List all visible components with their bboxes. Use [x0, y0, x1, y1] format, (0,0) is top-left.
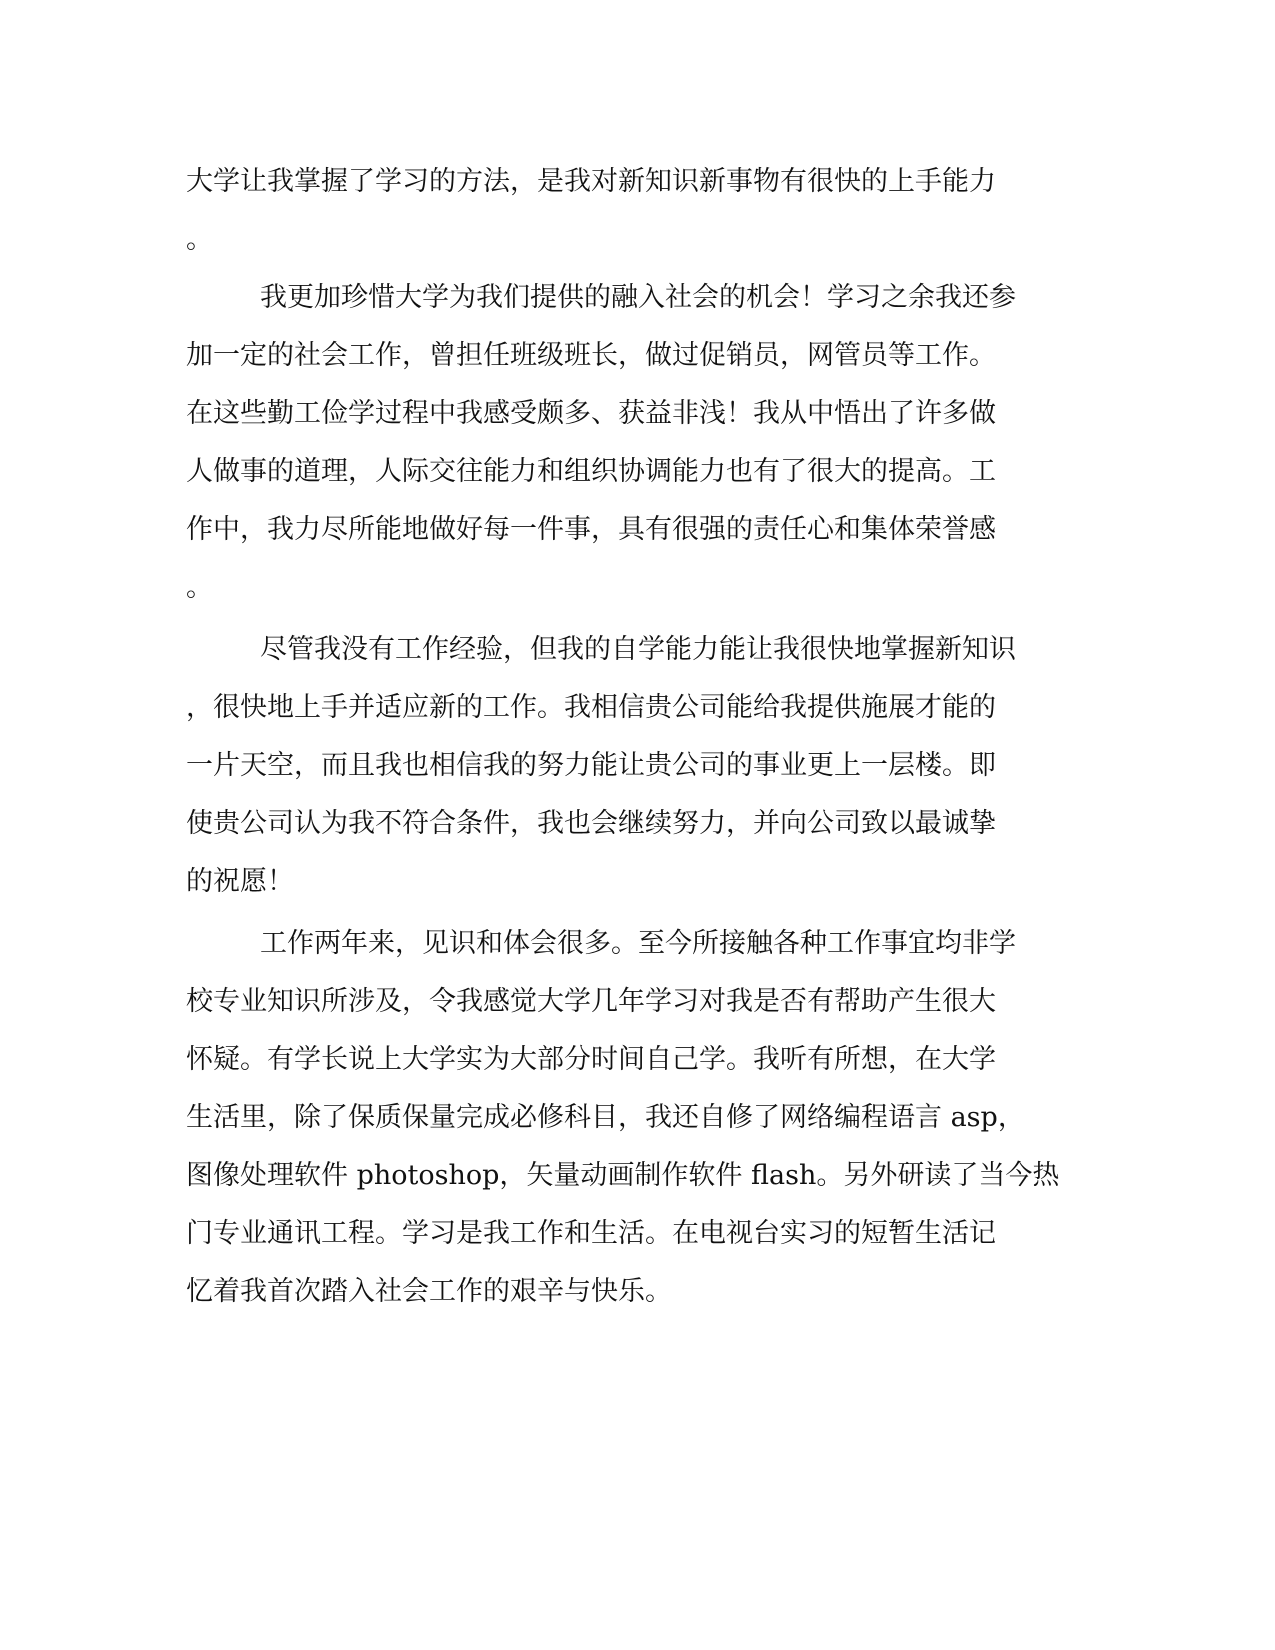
text-line: 作中，我力尽所能地做好每一件事，具有很强的责任心和集体荣誉感 [186, 514, 996, 545]
text-line: 在这些勤工俭学过程中我感受颇多、获益非浅！我从中悟出了许多做 [186, 398, 996, 429]
text-line: 忆着我首次踏入社会工作的艰辛与快乐。 [186, 1276, 672, 1307]
text-line: 人做事的道理，人际交往能力和组织协调能力也有了很大的提高。工 [186, 456, 996, 487]
text-line: 校专业知识所涉及，令我感觉大学几年学习对我是否有帮助产生很大 [186, 986, 996, 1017]
text-line: 使贵公司认为我不符合条件，我也会继续努力，并向公司致以最诚挚 [186, 808, 996, 839]
paragraph-first-line: 我更加珍惜大学为我们提供的融入社会的机会！学习之余我还参 [260, 282, 1016, 313]
text-line: ，很快地上手并适应新的工作。我相信贵公司能给我提供施展才能的 [186, 692, 996, 723]
text-line: 加一定的社会工作，曾担任班级班长，做过促销员，网管员等工作。 [186, 340, 996, 371]
paragraph-first-line: 工作两年来，见识和体会很多。至今所接触各种工作事宜均非学 [260, 928, 1016, 959]
text-line: 大学让我掌握了学习的方法，是我对新知识新事物有很快的上手能力 [186, 166, 996, 197]
text-line: 一片天空，而且我也相信我的努力能让贵公司的事业更上一层楼。即 [186, 750, 996, 781]
text-line: 怀疑。有学长说上大学实为大部分时间自己学。我听有所想，在大学 [186, 1044, 996, 1075]
text-line: 生活里，除了保质保量完成必修科目，我还自修了网络编程语言 asp， [186, 1102, 1025, 1133]
paragraph-first-line: 尽管我没有工作经验，但我的自学能力能让我很快地掌握新知识 [260, 634, 1016, 665]
text-line: 图像处理软件 photoshop，矢量动画制作软件 flash。另外研读了当今热 [186, 1160, 1060, 1191]
text-line: 的祝愿！ [186, 866, 294, 897]
text-line: 门专业通讯工程。学习是我工作和生活。在电视台实习的短暂生活记 [186, 1218, 996, 1249]
text-line: 。 [186, 572, 213, 603]
text-line: 。 [186, 224, 213, 255]
